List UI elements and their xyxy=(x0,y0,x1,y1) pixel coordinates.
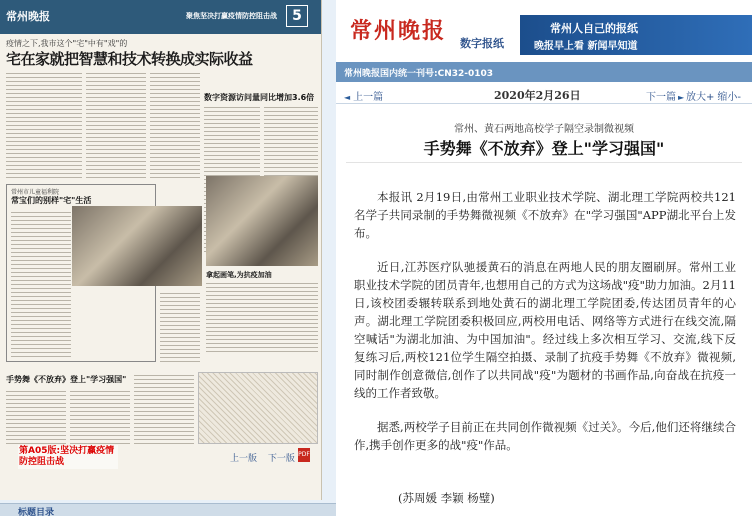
site-logo: 常州晚报 xyxy=(350,18,447,44)
toc-bar[interactable] xyxy=(0,503,336,516)
text-column xyxy=(206,280,318,354)
text-column xyxy=(134,372,194,444)
pdf-icon[interactable]: PDF xyxy=(298,448,310,462)
page-subhead: 疫情之下,我市这个"宅"中有"戏"的 xyxy=(6,39,128,48)
zoom-controls xyxy=(686,88,744,103)
text-column xyxy=(11,209,71,359)
text-column xyxy=(6,388,66,444)
edition-label: 第A05版:坚决打赢疫情防控阻击战 xyxy=(18,445,118,469)
article-paragraph: 近日,江苏医疗队驰援黄石的消息在两地人民的朋友圈刷屏。常州工业职业技术学院的团员青年,也想用自己的方式为这场战"疫"助力加油。2月11日,该校团委辗转联系到地处黄石的湖北理工学院团委,传达团员青年的心声。湖北理工学院团委积极回应,两校用电话、网络等方式进行在线交流,隔空喊话"为湖北加油、为中国加油"。经过线上多次相互学习、交流,线下反复练习后,两校121位学生隔空拍摄、录制了抗疫手势舞《不放弃》微视频,同时制作创意微信,创作了以共同战"疫"为题材的书画作品,向奋战在抗疫一线的工作者致敬。 xyxy=(354,260,736,400)
site-banner xyxy=(520,15,752,55)
article-title: 手势舞《不放弃》登上"学习强国" xyxy=(423,139,665,158)
newspaper-page-image[interactable] xyxy=(0,0,322,500)
text-column xyxy=(160,290,200,364)
news-photo xyxy=(206,176,318,266)
text-column xyxy=(86,70,146,180)
article-nav xyxy=(336,86,752,104)
article-body xyxy=(354,188,736,470)
issue-date: 2020年2月26日 xyxy=(494,89,581,102)
banner-line1: 常州人自己的报纸 xyxy=(550,22,638,35)
article-subtitle: 常州、黄石两地高校学子隔空录制微视频 xyxy=(454,124,634,135)
prev-article-link[interactable]: ◄ 上一篇 xyxy=(344,88,383,103)
story-headline[interactable]: 常宝们的别样"宅"生活 xyxy=(11,196,92,205)
text-column xyxy=(150,70,200,180)
issn-bar xyxy=(336,62,752,82)
site-logo-sub: 数字报纸 xyxy=(460,37,504,50)
page-pager xyxy=(230,451,303,464)
article-author: (苏周媛 李颖 杨璧) xyxy=(398,491,495,505)
text-column xyxy=(70,388,130,444)
text-column xyxy=(6,70,82,180)
page-masthead xyxy=(0,0,322,34)
zoom-out-button[interactable]: 缩小- xyxy=(717,92,741,103)
page-masthead-logo: 常州晚报 xyxy=(6,10,50,23)
page-section-title: 聚焦坚决打赢疫情防控阻击战 xyxy=(186,12,277,20)
next-page-link[interactable]: 下一版 xyxy=(267,454,295,464)
news-illustration xyxy=(198,372,318,444)
story-headline[interactable]: 数字资源访问量同比增加3.6倍 xyxy=(204,93,315,102)
banner-line2: 晚报早上看 新闻早知道 xyxy=(534,41,638,52)
article-panel xyxy=(336,0,752,516)
site-header xyxy=(336,0,752,62)
article-paragraph: 据悉,两校学子目前正在共同创作微视频《过关》。今后,他们还将继续合作,携手创作更多的战"疫"作品。 xyxy=(354,420,736,452)
issn-text: 常州晚报国内统一刊号:CN32-0103 xyxy=(344,69,494,79)
divider xyxy=(346,162,742,163)
prev-page-link[interactable]: 上一版 xyxy=(230,454,258,464)
page-headline[interactable]: 宅在家就把智慧和技术转换成实际收益 xyxy=(6,50,253,68)
article-paragraph: 本报讯 2月19日,由常州工业职业技术学院、湖北理工学院两校共121名学子共同录制的手势舞微视频《不放弃》在"学习强国"APP湖北平台上发布。 xyxy=(354,190,736,240)
next-article-link[interactable]: 下一篇 ► xyxy=(646,88,684,103)
zoom-in-button[interactable]: 放大+ xyxy=(686,92,715,103)
page-number-badge: 5 xyxy=(286,5,308,27)
story-headline[interactable]: 拿起画笔,为抗疫加油 xyxy=(206,271,272,279)
story-headline[interactable]: 手势舞《不放弃》登上"学习强国" xyxy=(6,375,127,384)
story-kicker: 常州市儿童福利院 xyxy=(11,189,60,196)
toc-label[interactable]: 标题目录 xyxy=(18,508,55,518)
page-preview-panel xyxy=(0,0,336,516)
news-photo xyxy=(72,206,202,286)
